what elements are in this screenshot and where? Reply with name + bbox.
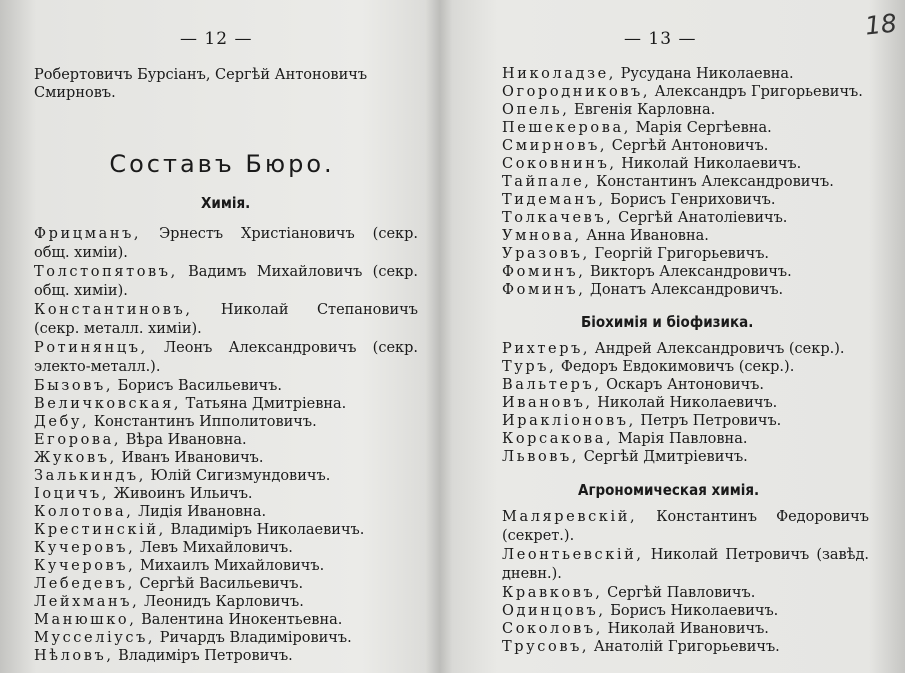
surname: Нѣловъ,: [34, 648, 114, 664]
given-names: Николай Николаевичъ.: [592, 395, 778, 411]
given-names: Георгій Григорьевичъ.: [589, 246, 770, 262]
list-item: [474, 508, 869, 546]
list-item: [34, 395, 418, 413]
surname: Рихтеръ,: [502, 341, 591, 357]
list-item: [34, 301, 418, 339]
page-number: — 13 —: [624, 29, 697, 49]
surname: Егорова,: [34, 432, 122, 448]
given-names: Александръ Григорьевичъ.: [650, 84, 863, 100]
given-names: Борисъ Генриховичъ.: [605, 192, 776, 208]
surname: Залькиндъ,: [34, 468, 146, 484]
given-names: Борисъ Васильевичъ.: [113, 378, 282, 394]
surname: Одинцовъ,: [502, 603, 606, 619]
list-item: [502, 209, 897, 227]
given-names: Оскаръ Антоновичъ.: [601, 377, 765, 393]
list-item: [34, 263, 418, 301]
given-names: Юлій Сигизмундовичъ.: [145, 468, 331, 484]
list-item: [502, 191, 897, 209]
list-item: [34, 413, 418, 431]
given-names: Константинъ Александровичъ.: [591, 174, 834, 190]
list-item: [502, 227, 897, 245]
given-names: Евгенія Карловна.: [569, 102, 716, 118]
continuation-text: Робертовичъ Бурсіанъ, Сергѣй Антоновичъ Смирновъ.: [34, 67, 368, 101]
surname: Лейхманъ,: [34, 594, 140, 610]
surname: Ираклiоновъ,: [502, 413, 636, 429]
surname: Величковская,: [34, 396, 182, 412]
surname: Туръ,: [502, 359, 557, 375]
list-item: [34, 629, 418, 647]
chemistry-member-list-continued: [502, 65, 897, 299]
given-names: Донатъ Александровичъ.: [585, 282, 784, 298]
given-names: Андрей Александровичъ (секр.).: [590, 341, 845, 357]
list-item: [34, 431, 418, 449]
given-names: Леонидъ Карловичъ.: [139, 594, 304, 610]
surname: Опель,: [502, 102, 570, 118]
list-item: [34, 557, 418, 575]
surname: Кравковъ,: [502, 585, 603, 601]
surname: Мусселіусъ,: [34, 630, 156, 646]
given-names: Сергѣй Антоновичъ.: [607, 138, 769, 154]
list-item: [34, 377, 418, 395]
surname: Жуковъ,: [34, 450, 117, 466]
surname: Уразовъ,: [502, 246, 590, 262]
list-item: [502, 155, 897, 173]
given-names: Лидія Ивановна.: [133, 504, 267, 520]
list-item: [474, 638, 869, 656]
surname: Соколовъ,: [502, 621, 603, 637]
given-names: Сергѣй Васильевичъ.: [134, 576, 304, 592]
given-names: Сергѣй Анатоліевичъ.: [613, 210, 788, 226]
list-item: [34, 593, 418, 611]
given-names: Владиміръ Петровичъ.: [113, 648, 293, 664]
list-item: [502, 430, 897, 448]
list-item: [502, 358, 897, 376]
given-names: Левъ Михайловичъ.: [135, 540, 293, 556]
surname: Іоцичъ,: [34, 486, 110, 502]
agronomic-chemistry-member-list: [474, 508, 869, 656]
surname: Колотова,: [34, 504, 134, 520]
list-item: [34, 575, 418, 593]
section-heading-chemistry: Химія.: [201, 194, 251, 212]
list-item: [34, 521, 418, 539]
surname: Умнова,: [502, 228, 582, 244]
list-item: [34, 467, 418, 485]
given-names: Марія Сергѣевна.: [630, 120, 772, 136]
surname: Кучеровъ,: [34, 558, 136, 574]
given-names: Николай Петровичъ (завѣд. дневн.).: [502, 547, 869, 582]
list-item: [502, 119, 897, 137]
surname: Фоминъ,: [502, 264, 586, 280]
list-item: [474, 620, 869, 638]
bureau-title: Составъ Бюро.: [109, 150, 335, 178]
surname: Смирновъ,: [502, 138, 608, 154]
given-names: Борисъ Николаевичъ.: [605, 603, 779, 619]
handwritten-page-note: 18: [863, 8, 899, 41]
list-item: [502, 340, 897, 358]
list-item: [502, 137, 897, 155]
given-names: Живоинъ Ильичъ.: [109, 486, 253, 502]
surname: Трусовъ,: [502, 639, 590, 655]
list-item: [502, 263, 897, 281]
surname: Дебу,: [34, 414, 90, 430]
given-names: Константинъ Ипполитовичъ.: [89, 414, 317, 430]
surname: Тайпале,: [502, 174, 592, 190]
given-names: Сергѣй Павловичъ.: [602, 585, 756, 601]
given-names: Сергѣй Дмитріевичъ.: [579, 449, 748, 465]
given-names: Николай Николаевичъ.: [616, 156, 802, 172]
list-item: [502, 245, 897, 263]
list-item: [474, 546, 869, 584]
given-names: Константинъ Федоровичъ (секрет.).: [502, 509, 869, 544]
list-item: [34, 539, 418, 557]
given-names: Ричардъ Владиміровичъ.: [155, 630, 352, 646]
surname: Пешекерова,: [502, 120, 631, 136]
list-item: [502, 101, 897, 119]
given-names: Анна Ивановна.: [581, 228, 709, 244]
biochemistry-member-list: [502, 340, 897, 466]
given-names: Татьяна Дмитріевна.: [181, 396, 347, 412]
given-names: Марія Павловна.: [613, 431, 748, 447]
surname: Толкачевъ,: [502, 210, 614, 226]
list-item: [502, 65, 897, 83]
surname: Бызовъ,: [34, 378, 114, 394]
given-names: Вѣра Ивановна.: [121, 432, 247, 448]
given-names: Русудана Николаевна.: [615, 66, 794, 82]
list-item: [502, 448, 897, 466]
surname: Кучеровъ,: [34, 540, 136, 556]
list-item: [474, 584, 869, 602]
given-names: Иванъ Ивановичъ.: [116, 450, 264, 466]
list-item: [502, 376, 897, 394]
surname: Николадзе,: [502, 66, 616, 82]
list-item: [502, 173, 897, 191]
list-item: [502, 83, 897, 101]
given-names: Валентина Инокентьевна.: [136, 612, 343, 628]
list-item: [34, 647, 418, 665]
surname: Лебедевъ,: [34, 576, 135, 592]
list-item: [34, 485, 418, 503]
list-item: [34, 339, 418, 377]
page-number: — 12 —: [180, 29, 253, 49]
given-names: Владиміръ Николаевичъ.: [165, 522, 365, 538]
surname: Тидеманъ,: [502, 192, 606, 208]
given-names: Анатолій Григорьевичъ.: [589, 639, 780, 655]
list-item: [34, 611, 418, 629]
given-names: Эрнестъ Христіановичъ (секр. общ. химіи).: [34, 226, 418, 261]
given-names: Леонъ Александровичъ (секр. электо-металл.).: [34, 340, 418, 375]
surname: Фрицманъ,: [34, 226, 142, 242]
left-page: [0, 0, 444, 673]
surname: Леонтьевскій,: [502, 547, 644, 563]
given-names: Михаилъ Михайловичъ.: [135, 558, 325, 574]
list-item: [502, 412, 897, 430]
chemistry-member-list: [34, 225, 418, 665]
surname: Крестинскій,: [34, 522, 166, 538]
given-names: Николай Степановичъ (секр. металл. химіи).: [34, 302, 418, 337]
given-names: Викторъ Александровичъ.: [585, 264, 792, 280]
surname: Фоминъ,: [502, 282, 586, 298]
surname: Ивановъ,: [502, 395, 593, 411]
surname: Ротинянцъ,: [34, 340, 148, 356]
surname: Толстопятовъ,: [34, 264, 178, 280]
list-item: [34, 449, 418, 467]
section-heading-agronomic-chemistry: Агрономическая химія.: [578, 481, 760, 499]
surname: Львовъ,: [502, 449, 580, 465]
surname: Константиновъ,: [34, 302, 193, 318]
list-item: [502, 281, 897, 299]
section-heading-biochemistry: Біохимія и біофизика.: [581, 313, 754, 331]
given-names: Петръ Петровичъ.: [635, 413, 782, 429]
surname: Вальтеръ,: [502, 377, 602, 393]
surname: Корсакова,: [502, 431, 614, 447]
surname: Огородниковъ,: [502, 84, 651, 100]
surname: Соковнинъ,: [502, 156, 617, 172]
list-item: [34, 225, 418, 263]
list-item: [34, 503, 418, 521]
right-page: [446, 0, 905, 673]
list-item: [474, 602, 869, 620]
list-item: [502, 394, 897, 412]
given-names: Николай Ивановичъ.: [602, 621, 769, 637]
surname: Маляревскій,: [502, 509, 638, 525]
surname: Манюшко,: [34, 612, 137, 628]
given-names: Федоръ Евдокимовичъ (секр.).: [556, 359, 795, 375]
given-names: Вадимъ Михайловичъ (секр. общ. химіи).: [34, 264, 418, 299]
